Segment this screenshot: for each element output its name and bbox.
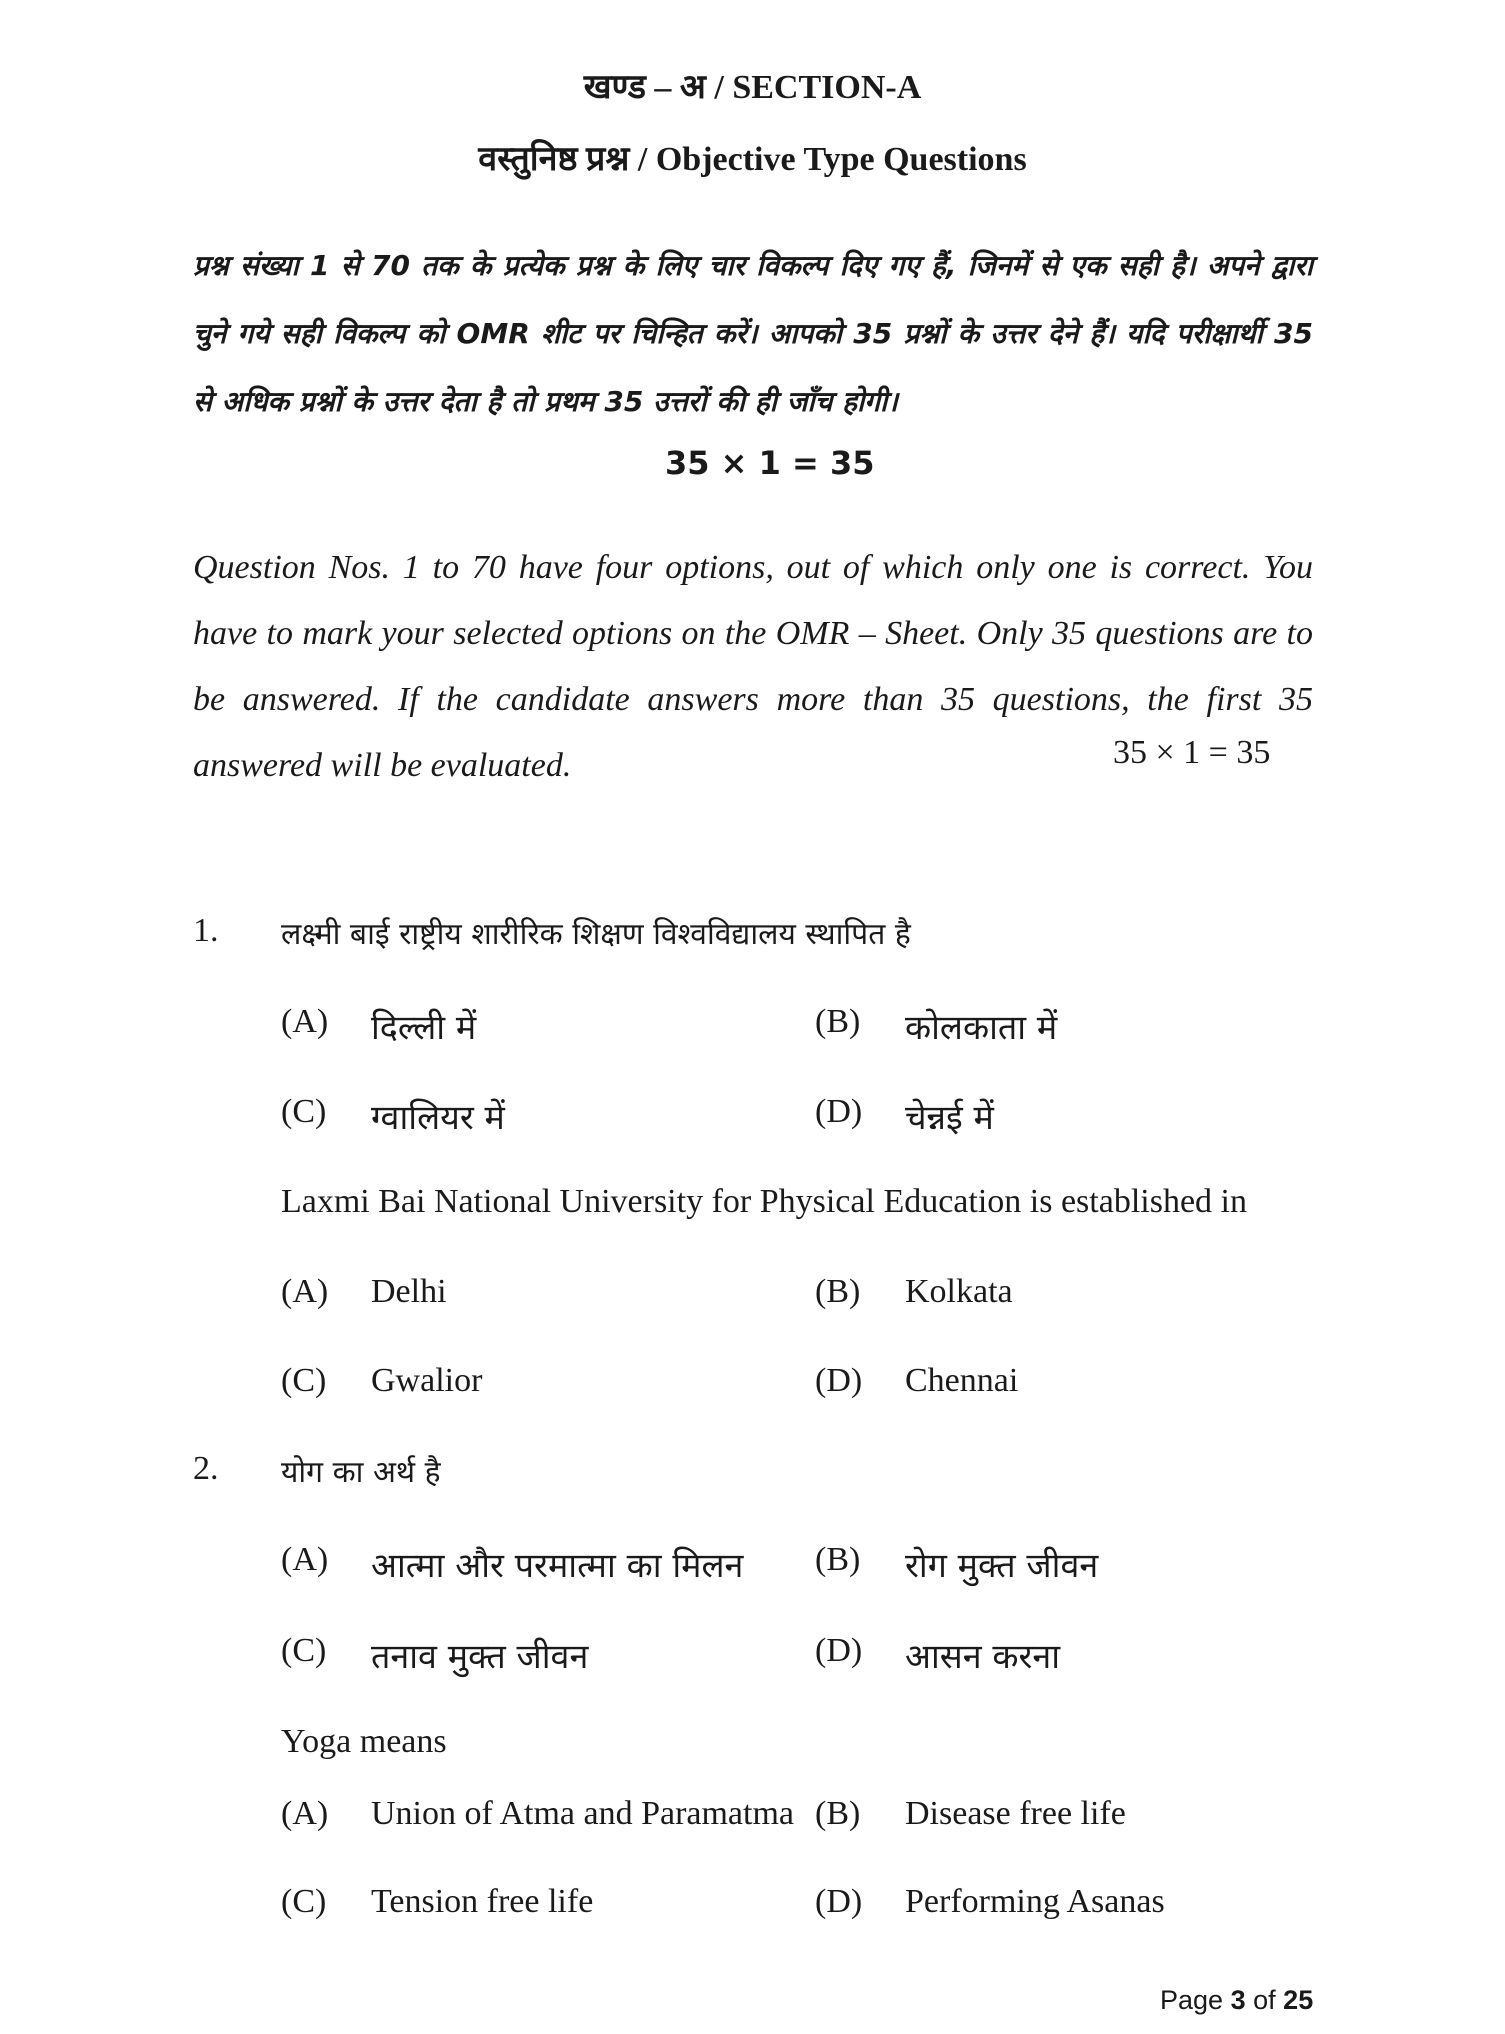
option-text-hindi: ग्वालियर में <box>371 1098 505 1138</box>
instructions-hindi: प्रश्न संख्या 1 से 70 तक के प्रत्येक प्रश्न के लिए चार विकल्प दिए गए हैं, जिनमें से एक सही है। अपने द्वारा चुने गये सही विकल्प को OMR शीट पर चिन्हित करें। आपको 35 प्रश्नों के उत्तर देने हैं। यदि परीक्षार्थी 35 से अधिक प्रश्नों के उत्तर देता है तो प्रथम 35 उत्तरों की ही जाँच होगी। <box>193 249 1313 418</box>
option-letter: (A) <box>281 1003 329 1040</box>
section-title: खण्ड – अ / SECTION-A <box>583 69 922 106</box>
option-text-english: Chennai <box>905 1362 1019 1399</box>
option-letter: (D) <box>815 1362 863 1399</box>
option-text-hindi: दिल्ली में <box>371 1008 477 1048</box>
option-letter: (D) <box>815 1093 863 1130</box>
section-subtitle: वस्तुनिष्ठ प्रश्न / Objective Type Questions <box>478 141 1027 178</box>
option-text-english: Performing Asanas <box>905 1883 1165 1920</box>
option-text-hindi: तनाव मुक्त जीवन <box>371 1637 589 1677</box>
option-letter: (B) <box>815 1541 861 1578</box>
option-text-hindi: रोग मुक्त जीवन <box>905 1546 1099 1586</box>
option-letter: (C) <box>281 1362 327 1399</box>
marks-english: 35 × 1 = 35 <box>1113 734 1271 771</box>
page-of: of <box>1253 1985 1276 2015</box>
option-text-english: Delhi <box>371 1273 447 1310</box>
option-text-hindi: आत्मा और परमात्मा का मिलन <box>371 1546 744 1586</box>
page-prefix: Page <box>1160 1985 1224 2015</box>
option-text-english: Gwalior <box>371 1362 483 1399</box>
option-letter: (B) <box>815 1273 861 1310</box>
option-text-english: Disease free life <box>905 1795 1126 1832</box>
option-letter: (C) <box>281 1093 327 1130</box>
question-text-english: Laxmi Bai National University for Physical Education is established in <box>281 1183 1247 1220</box>
option-letter: (B) <box>815 1003 861 1040</box>
option-text-english: Union of Atma and Paramatma <box>371 1795 795 1832</box>
question-number: 2. <box>193 1450 219 1487</box>
question-text-hindi: योग का अर्थ है <box>281 1455 441 1490</box>
instructions-english: Question Nos. 1 to 70 have four options, out of which only one is correct. You have to mark your selected options on the OMR – Sheet. Only 35 questions are to be answered. If the candidate answers more than 35 questions, the first 35 answered will be evaluated. <box>193 549 1313 784</box>
option-letter: (D) <box>815 1883 863 1920</box>
option-letter: (A) <box>281 1795 329 1832</box>
option-letter: (A) <box>281 1273 329 1310</box>
page-current: 3 <box>1230 1985 1246 2015</box>
option-letter: (B) <box>815 1795 861 1832</box>
option-text-hindi: चेन्नई में <box>905 1098 994 1138</box>
question-number: 1. <box>193 912 219 949</box>
page-total: 25 <box>1283 1985 1314 2015</box>
option-letter: (D) <box>815 1632 863 1669</box>
marks-hindi: 35 × 1 = 35 <box>665 444 875 482</box>
option-text-english: Tension free life <box>371 1883 594 1920</box>
option-text-hindi: कोलकाता में <box>905 1008 1058 1048</box>
question-text-english: Yoga means <box>281 1723 447 1760</box>
option-letter: (C) <box>281 1632 327 1669</box>
page-number <box>1160 1985 1313 2016</box>
option-letter: (C) <box>281 1883 327 1920</box>
option-text-english: Kolkata <box>905 1273 1013 1310</box>
option-text-hindi: आसन करना <box>905 1637 1061 1677</box>
question-text-hindi: लक्ष्मी बाई राष्ट्रीय शारीरिक शिक्षण विश्वविद्यालय स्थापित है <box>281 917 911 952</box>
option-letter: (A) <box>281 1541 329 1578</box>
